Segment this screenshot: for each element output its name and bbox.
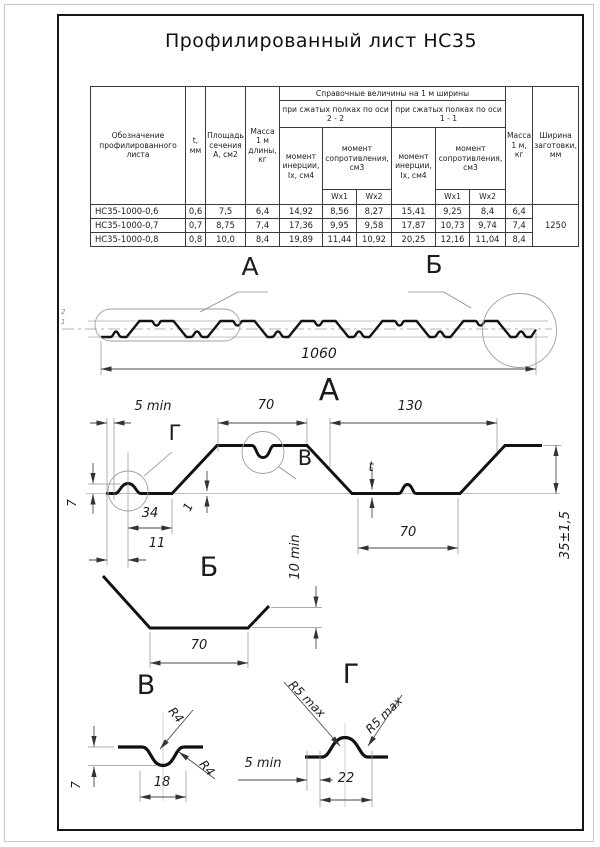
secB-dimension-lines	[150, 586, 316, 663]
cell: 8,4	[506, 233, 533, 247]
col-wx1-11: Wx1	[436, 190, 470, 205]
cell: 0,6	[186, 205, 206, 219]
cell-blank-width: 1250	[533, 205, 579, 247]
dim-10min: 10 min	[288, 534, 303, 580]
cell: 7,5	[206, 205, 246, 219]
header-reference-values: Справочные величины на 1 м ширины	[280, 87, 506, 101]
dim-7-a: 7	[65, 499, 79, 507]
section-a-title: А	[318, 373, 340, 408]
dim-r5-right: R5 max	[362, 693, 406, 737]
dim-r4-bottom: R4	[196, 757, 218, 779]
cell: 8,27	[357, 205, 392, 219]
col-wx1-22: Wx1	[323, 190, 357, 205]
cell: 8,4	[246, 233, 280, 247]
cell: 20,25	[392, 233, 436, 247]
cell: 10,73	[436, 219, 470, 233]
secB-profile-outline	[103, 576, 269, 628]
detail-g-title: Г	[342, 659, 360, 690]
cell: 17,36	[280, 219, 323, 233]
cell: 10,0	[206, 233, 246, 247]
cell: 0,7	[186, 219, 206, 233]
cell: 8,75	[206, 219, 246, 233]
axis-2-label: 2	[61, 308, 66, 316]
header-axis-1-1: при сжатых полках по оси 1 - 1	[392, 101, 506, 128]
cell: 11,04	[470, 233, 506, 247]
cell: 9,25	[436, 205, 470, 219]
header-axis-2-2: при сжатых полках по оси 2 - 2	[280, 101, 392, 128]
col-thickness: t, мм	[186, 87, 206, 205]
detail-v-circle	[242, 432, 284, 474]
detG-profile-outline	[305, 738, 388, 758]
col-inertia-22: момент инерции, Ix, см4	[280, 128, 323, 205]
cell: НС35-1000-0,6	[91, 205, 186, 219]
dim-70-top: 70	[257, 398, 275, 413]
dim-r4-top: R4	[165, 704, 187, 726]
cell: НС35-1000-0,7	[91, 219, 186, 233]
cell: 7,4	[506, 219, 533, 233]
cell: 9,74	[470, 219, 506, 233]
dim-1: 1	[180, 500, 196, 514]
detail-g-leader	[144, 452, 172, 476]
cell: 0,8	[186, 233, 206, 247]
cell: 9,95	[323, 219, 357, 233]
cell: 10,92	[357, 233, 392, 247]
detail-v-callout: В	[297, 446, 313, 470]
dim-35: 35±1,5	[558, 510, 573, 560]
cell: 8,56	[323, 205, 357, 219]
cell: 19,89	[280, 233, 323, 247]
col-wx2-11: Wx2	[470, 190, 506, 205]
dim-r5-left: R5 max	[285, 677, 329, 721]
col-resist-11: момент сопротивления, см3	[436, 128, 506, 190]
cell: 6,4	[246, 205, 280, 219]
dim-34: 34	[141, 506, 159, 521]
callout-b-leader	[408, 292, 471, 308]
callout-a-label: А	[241, 252, 259, 281]
dim-11: 11	[148, 536, 166, 551]
dim-7-v: 7	[69, 781, 83, 789]
detail-g-callout: Г	[168, 421, 182, 445]
dim-5min-a: 5 min	[134, 399, 172, 414]
cell: 15,41	[392, 205, 436, 219]
dim-5min-g: 5 min	[244, 756, 282, 771]
secB-extension-lines	[150, 608, 322, 669]
dim-70-bottom: 70	[399, 525, 417, 540]
dim-22: 22	[337, 771, 355, 786]
detail-b-circle	[483, 294, 557, 368]
cell: 9,58	[357, 219, 392, 233]
dim-130: 130	[397, 399, 423, 414]
dim-t: t	[368, 460, 374, 475]
col-designation: Обозначение профилированного листа	[91, 87, 186, 205]
col-wx2-22: Wx2	[357, 190, 392, 205]
cell: 7,4	[246, 219, 280, 233]
callout-b-label: Б	[425, 250, 443, 279]
cell: 8,4	[470, 205, 506, 219]
cell: НС35-1000-0,8	[91, 233, 186, 247]
dim-1060: 1060	[301, 346, 337, 362]
dim-18: 18	[153, 775, 171, 790]
cell: 12,16	[436, 233, 470, 247]
col-inertia-11: момент инерции, Ix, см4	[392, 128, 436, 205]
cell: 11,44	[323, 233, 357, 247]
section-b-title: Б	[199, 552, 219, 583]
cell: 17,87	[392, 219, 436, 233]
page-title: Профилированный лист НС35	[164, 30, 478, 52]
cell: 6,4	[506, 205, 533, 219]
dim-70-b: 70	[190, 638, 208, 653]
col-area: Площадь сечения А, см2	[206, 87, 246, 205]
col-blank-width: Ширина заготовки, мм	[533, 87, 579, 205]
cell: 14,92	[280, 205, 323, 219]
axis-1-label: 1	[61, 318, 66, 326]
col-mass-length: Масса 1 м длины, кг	[246, 87, 280, 205]
col-resist-22: момент сопротивления, см3	[323, 128, 392, 190]
detV-extension-lines	[88, 747, 186, 802]
col-mass: Масса 1 м, кг	[506, 87, 533, 205]
detail-v-title: В	[136, 670, 156, 701]
